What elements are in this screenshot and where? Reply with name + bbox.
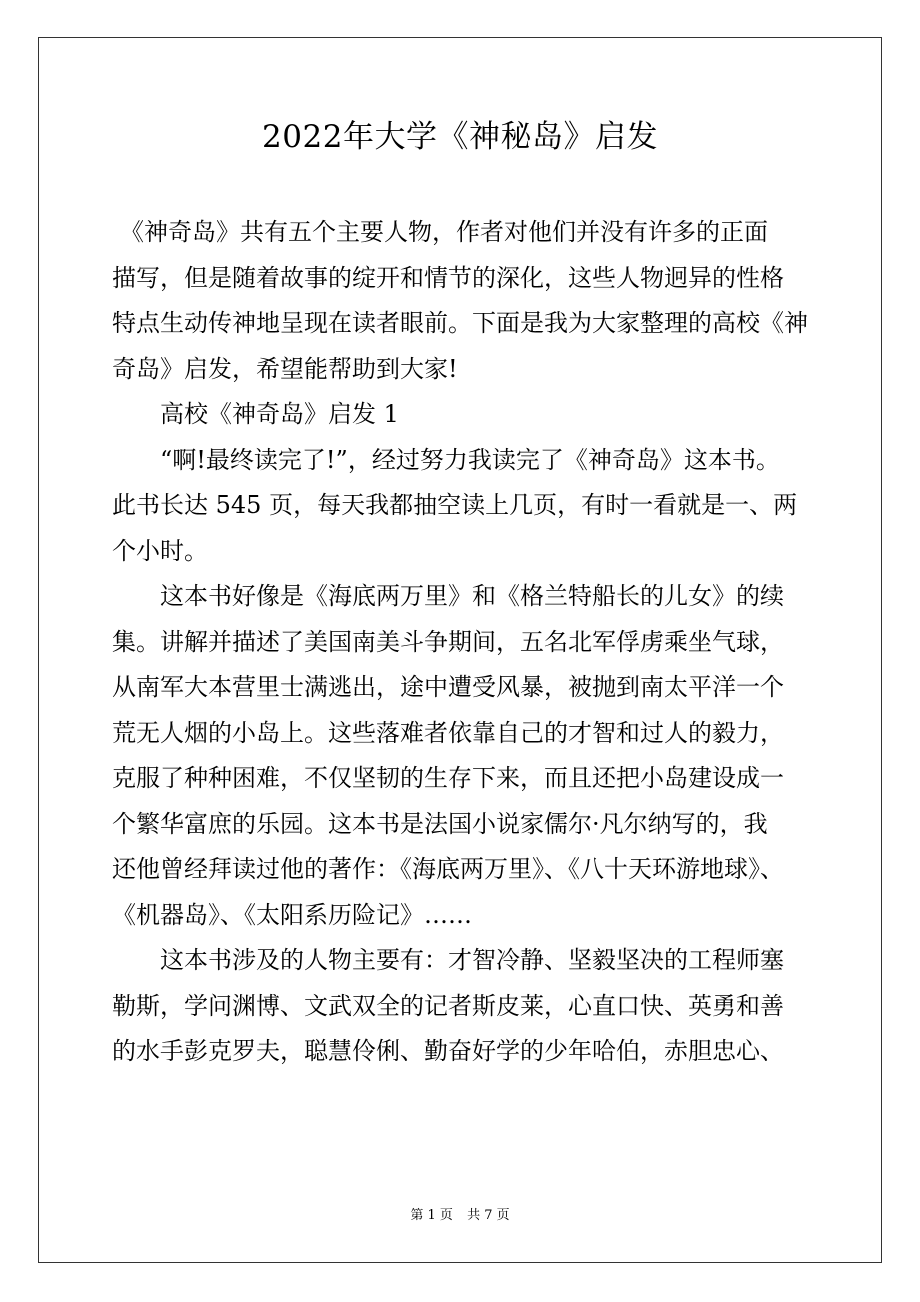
body-line-8: 个小时。 (112, 536, 208, 565)
body-line-17: 这本书涉及的人物主要有：才智冷静、坚毅坚决的工程师塞 (160, 946, 784, 974)
total-pages: 共 7 页 (467, 1208, 510, 1223)
body-line-2: 描写，但是随着故事的绽开和情节的深化，这些人物迥异的性格 (112, 263, 784, 292)
body-line-6: “啊!最终读完了!”，经过努力我读完了《神奇岛》这本书。 (160, 445, 780, 474)
body-line-18: 勒斯，学问渊博、文武双全的记者斯皮莱，心直口快、英勇和善 (112, 991, 784, 1020)
page-footer (0, 1207, 920, 1225)
body-line-19: 的水手彭克罗夫，聪慧伶俐、勤奋好学的少年哈伯，赤胆忠心、 (112, 1037, 784, 1065)
body-line-1: 《神奇岛》共有五个主要人物，作者对他们并没有许多的正面 (120, 218, 768, 246)
body-line-7: 此书长达 545 页，每天我都抽空读上几页，有时一看就是一、两 (112, 491, 798, 519)
body-line-4: 奇岛》启发，希望能帮助到大家! (112, 354, 458, 383)
document-title: 2022年大学《神秘岛》启发 (262, 119, 658, 155)
page-number: 第 1 页 (410, 1208, 453, 1223)
body-line-3: 特点生动传神地呈现在读者眼前。下面是我为大家整理的高校《神 (112, 309, 808, 337)
body-line-13: 克服了种种困难，不仅坚韧的生存下来，而且还把小岛建设成一 (112, 764, 784, 792)
body-line-15: 还他曾经拜读过他的著作：《海底两万里》、《八十天环游地球》、 (112, 855, 784, 883)
body-line-9: 这本书好像是《海底两万里》和《格兰特船长的儿女》的续 (160, 582, 784, 610)
body-line-10: 集。讲解并描述了美国南美斗争期间，五名北军俘虏乘坐气球， (112, 627, 784, 656)
body-line-14: 个繁华富庶的乐园。这本书是法国小说家儒尔·凡尔纳写的，我 (112, 809, 768, 838)
body-line-16: 《机器岛》、《太阳系历险记》…… (112, 900, 472, 929)
section-heading: 高校《神奇岛》启发 1 (160, 400, 399, 428)
document-body (112, 210, 824, 1075)
body-line-12: 荒无人烟的小岛上。这些落难者依靠自己的才智和过人的毅力， (112, 718, 784, 747)
body-line-11: 从南军大本营里士满逃出，途中遭受风暴，被抛到南太平洋一个 (112, 673, 784, 701)
